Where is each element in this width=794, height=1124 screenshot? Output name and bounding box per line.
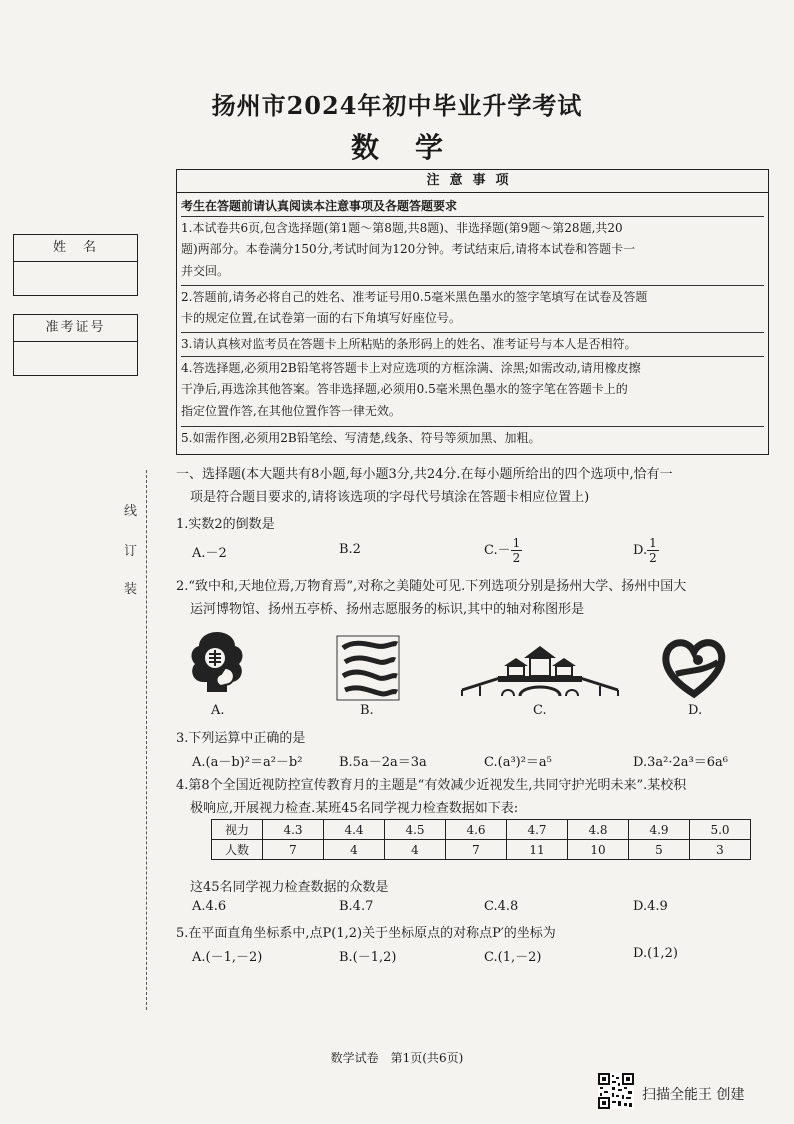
q1-option-c-denominator: 2 xyxy=(512,551,521,565)
notice-item: 1.本试卷共6页,包含选择题(第1题～第8题,共8题)、非选择题(第9题～第28题,共20 xyxy=(181,216,764,239)
section-1-heading xyxy=(176,463,769,509)
q3-option-d[interactable]: D.3a²·2a³＝6a⁶ xyxy=(633,755,728,770)
binding-dashed-line xyxy=(146,470,147,1010)
q3-stem: 3.下列运算中正确的是 xyxy=(176,731,306,746)
notice-heading: 注意事项 xyxy=(177,170,768,193)
q5-option-b[interactable]: B.(－1,2) xyxy=(339,950,397,965)
q1-option-d-prefix: D. xyxy=(633,543,648,558)
table-cell: 3 xyxy=(690,840,751,860)
scanner-watermark: 扫描全能王 创建 xyxy=(642,1087,745,1103)
notice-item: 5.如需作图,必须用2B铅笔绘、写清楚,线条、符号等须加黑、加粗。 xyxy=(181,426,764,449)
table-cell: 4.9 xyxy=(629,820,690,840)
q4-option-d[interactable]: D.4.9 xyxy=(633,899,668,914)
q2-option-c[interactable]: C. xyxy=(533,703,547,718)
notice-box xyxy=(176,169,769,455)
table-header-vision: 视力 xyxy=(212,820,263,840)
q2-option-b[interactable]: B. xyxy=(360,703,374,718)
q2-option-a[interactable]: A. xyxy=(211,703,225,718)
binding-char-c: 线 xyxy=(124,504,138,519)
table-cell: 7 xyxy=(446,840,507,860)
table-cell: 10 xyxy=(568,840,629,860)
table-cell: 4 xyxy=(385,840,446,860)
page-footer: 数学试卷 第1页(共6页) xyxy=(330,1051,464,1065)
q1-option-a[interactable]: A.－2 xyxy=(192,546,227,561)
q1-stem: 1.实数2的倒数是 xyxy=(176,517,275,532)
table-cell: 4.4 xyxy=(324,820,385,840)
table-row xyxy=(212,840,751,860)
notice-item: 题)两部分。本卷满分150分,考试时间为120分钟。考试结束后,请将本试卷和答题卡一 xyxy=(181,242,636,256)
q1-option-d[interactable] xyxy=(633,536,659,565)
q5-stem: 5.在平面直角坐标系中,点P(1,2)关于坐标原点的对称点P′的坐标为 xyxy=(176,926,556,941)
id-box xyxy=(13,314,138,376)
table-cell: 4 xyxy=(324,840,385,860)
q3-option-a[interactable]: A.(a－b)²＝a²－b² xyxy=(192,755,303,770)
subject-title: 数学 xyxy=(350,131,479,164)
q1-option-c-prefix: C.－ xyxy=(484,543,511,558)
q3-option-c[interactable]: C.(a³)²＝a⁵ xyxy=(484,755,552,770)
binding-char-a: 装 xyxy=(124,582,138,597)
table-cell: 5 xyxy=(629,840,690,860)
table-cell: 11 xyxy=(507,840,568,860)
table-cell: 4.8 xyxy=(568,820,629,840)
notice-item: 干净后,再选涂其他答案。答非选择题,必须用0.5毫米黑色墨水的签字笔在答题卡上的 xyxy=(181,382,628,396)
table-cell: 4.6 xyxy=(446,820,507,840)
canal-museum-logo[interactable] xyxy=(333,634,403,702)
q1-option-c-fraction xyxy=(511,536,523,565)
five-pavilion-bridge-logo[interactable] xyxy=(460,640,620,698)
volunteer-service-logo[interactable] xyxy=(658,632,728,700)
notice-item: 2.答题前,请务必将自己的姓名、准考证号用0.5毫米黑色墨水的签字笔填写在试卷及答题 xyxy=(181,285,764,308)
q2-line2: 运河博物馆、扬州五亭桥、扬州志愿服务的标识,其中的轴对称图形是 xyxy=(190,602,585,617)
notice-item: 3.请认真核对监考员在答题卡上所粘贴的条形码上的姓名、准考证号与本人是否相符。 xyxy=(181,332,764,355)
q1-option-d-fraction xyxy=(647,536,659,565)
q4-option-b[interactable]: B.4.7 xyxy=(339,899,374,914)
q1-option-c[interactable] xyxy=(484,536,522,565)
id-field[interactable] xyxy=(14,342,137,376)
qr-code-icon xyxy=(598,1073,634,1109)
q5-option-a[interactable]: A.(－1,－2) xyxy=(192,950,263,965)
name-field[interactable] xyxy=(14,262,137,296)
table-cell: 4.5 xyxy=(385,820,446,840)
notice-item: 指定位置作答,在其他位置作答一律无效。 xyxy=(181,404,401,418)
q4-option-c[interactable]: C.4.8 xyxy=(484,899,519,914)
q4-question: 这45名同学视力检查数据的众数是 xyxy=(190,880,389,895)
q1-option-c-numerator: 1 xyxy=(512,536,521,550)
q5-option-d[interactable]: D.(1,2) xyxy=(633,946,678,961)
vision-table xyxy=(211,819,751,860)
table-header-count: 人数 xyxy=(212,840,263,860)
table-cell: 7 xyxy=(263,840,324,860)
id-label: 准考证号 xyxy=(14,315,137,342)
q3-option-b[interactable]: B.5a－2a＝3a xyxy=(339,755,427,770)
table-cell: 4.3 xyxy=(263,820,324,840)
section-1-line2: 项是符合题目要求的,请将该选项的字母代号填涂在答题卡相应位置上) xyxy=(190,490,590,505)
q4-option-a[interactable]: A.4.6 xyxy=(192,899,227,914)
name-box xyxy=(13,234,138,296)
notice-item: 并交回。 xyxy=(181,264,230,278)
name-label: 姓 名 xyxy=(14,235,137,262)
table-cell: 4.7 xyxy=(507,820,568,840)
q2-option-d[interactable]: D. xyxy=(688,703,703,718)
table-cell: 5.0 xyxy=(690,820,751,840)
q1-option-d-numerator: 1 xyxy=(649,536,657,550)
binding-char-b: 订 xyxy=(124,544,138,559)
notice-item: 卡的规定位置,在试卷第一面的右下角填写好座位号。 xyxy=(181,311,461,325)
q5-option-c[interactable]: C.(1,－2) xyxy=(484,950,542,965)
q1-option-b[interactable]: B.2 xyxy=(339,542,361,557)
notice-item: 4.答选择题,必须用2B铅笔将答题卡上对应选项的方框涂满、涂黑;如需改动,请用橡皮擦 xyxy=(181,356,764,379)
yangzhou-university-logo[interactable] xyxy=(185,628,250,700)
q4-line1: 4.第8个全国近视防控宣传教育月的主题是“有效减少近视发生,共同守护光明未来”.某校积 xyxy=(176,778,687,793)
section-1-line1: 一、选择题(本大题共有8小题,每小题3分,共24分.在每小题所给出的四个选项中,恰有一 xyxy=(176,467,673,482)
q1-option-d-denominator: 2 xyxy=(649,551,657,565)
exam-title: 扬州市2024年初中毕业升学考试 xyxy=(211,91,583,120)
notice-intro: 考生在答题前请认真阅读本注意事项及各题答题要求 xyxy=(181,199,458,213)
q2-line1: 2.“致中和,天地位焉,万物育焉”,对称之美随处可见.下列选项分别是扬州大学、扬州中国大 xyxy=(176,579,687,594)
table-row xyxy=(212,820,751,840)
q4-line2: 极响应,开展视力检查.某班45名同学视力检查数据如下表: xyxy=(190,801,519,816)
